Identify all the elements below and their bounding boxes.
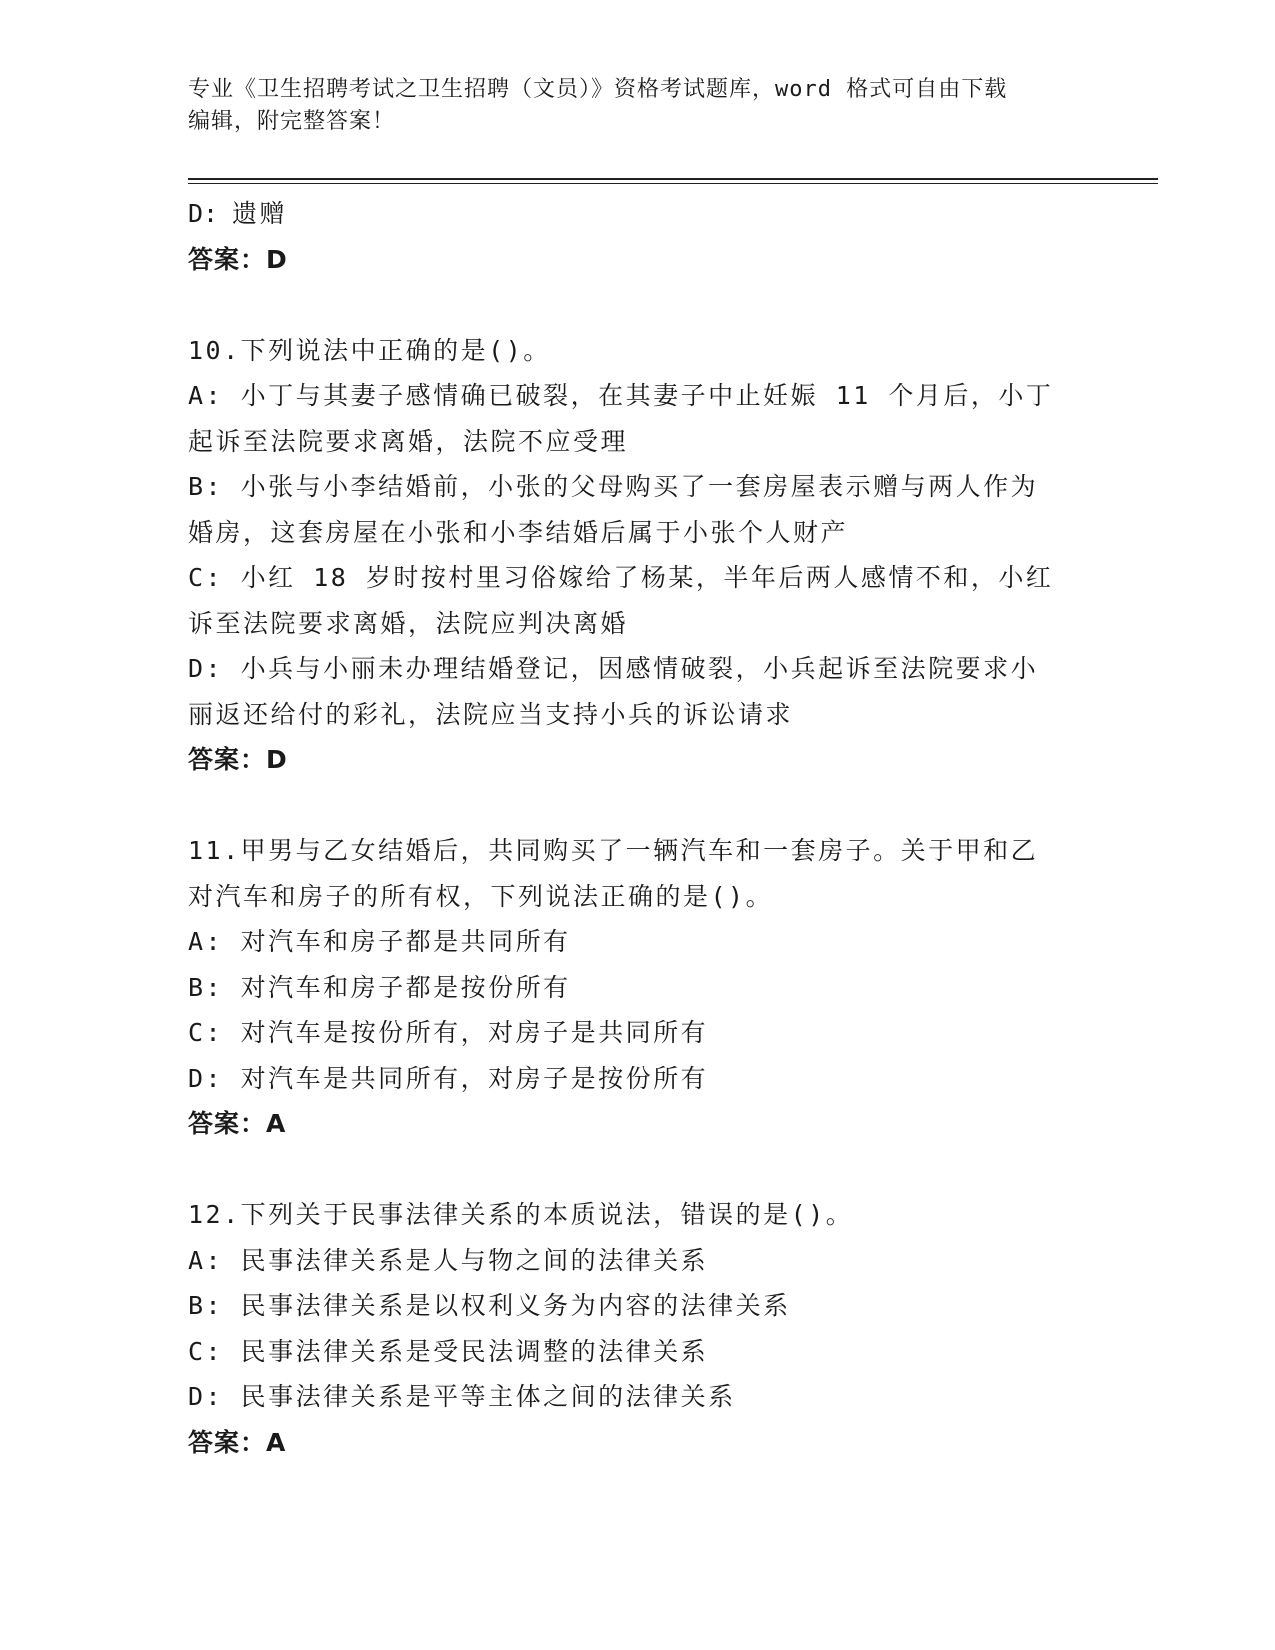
- answer-label: 答案：A: [188, 1427, 287, 1457]
- question-stem: 10.下列说法中正确的是()。: [188, 335, 551, 365]
- option-a: A: 对汽车和房子都是共同所有: [188, 927, 571, 956]
- header-line-2: 编辑，附完整答案！: [188, 109, 396, 134]
- option-d-line-2: 丽返还给付的彩礼，法院应当支持小兵的诉讼请求: [188, 699, 794, 729]
- option-d: [188, 191, 1088, 237]
- option-text: 遗赠: [232, 199, 288, 228]
- answer-label: 答案：A: [188, 1109, 287, 1138]
- question-10: [188, 328, 1088, 783]
- spacer: [188, 783, 1088, 829]
- answer-label: 答案：D: [188, 244, 288, 274]
- option-c: C: 民事法律关系是受民法调整的法律关系: [188, 1336, 709, 1366]
- option-c-line-2: 诉至法院要求离婚，法院应判决离婚: [188, 608, 629, 638]
- option-a-line-1: A: 小丁与其妻子感情确已破裂，在其妻子中止妊娠 11 个月后，小丁: [188, 381, 1054, 410]
- answer-label: 答案：D: [188, 745, 288, 774]
- option-b: B: 对汽车和房子都是按份所有: [188, 972, 571, 1002]
- question-12: [188, 1192, 1088, 1465]
- option-a: A: 民事法律关系是人与物之间的法律关系: [188, 1245, 709, 1275]
- option-d: D: 对汽车是共同所有，对房子是按份所有: [188, 1063, 709, 1093]
- question-stem-line-2: 对汽车和房子的所有权，下列说法正确的是()。: [188, 881, 774, 911]
- option-c: C: 对汽车是按份所有，对房子是共同所有: [188, 1018, 709, 1047]
- header-divider-thick: [188, 178, 1158, 180]
- option-b-line-2: 婚房，这套房屋在小张和小李结婚后属于小张个人财产: [188, 517, 849, 547]
- previous-question-tail: [188, 191, 1088, 282]
- option-b: B: 民事法律关系是以权利义务为内容的法律关系: [188, 1291, 791, 1320]
- option-b-line-1: B: 小张与小李结婚前，小张的父母购买了一套房屋表示赠与两人作为: [188, 472, 1039, 501]
- document-header: [188, 74, 1068, 138]
- option-d-line-1: D: 小兵与小丽未办理结婚登记，因感情破裂，小兵起诉至法院要求小: [188, 654, 1039, 683]
- option-c-line-1: C: 小红 18 岁时按村里习俗嫁给了杨某，半年后两人感情不和，小红: [188, 563, 1054, 592]
- option-a-line-2: 起诉至法院要求离婚，法院不应受理: [188, 426, 629, 456]
- question-content: [188, 191, 1088, 1465]
- header-line-1: 专业《卫生招聘考试之卫生招聘（文员）》资格考试题库，word 格式可自由下载: [188, 77, 1008, 102]
- spacer: [188, 1147, 1088, 1193]
- header-divider-thin: [188, 183, 1158, 184]
- spacer: [188, 282, 1088, 328]
- question-11: [188, 828, 1088, 1147]
- question-stem-line-1: 11.甲男与乙女结婚后，共同购买了一辆汽车和一套房子。关于甲和乙: [188, 836, 1039, 865]
- question-stem: 12.下列关于民事法律关系的本质说法，错误的是()。: [188, 1200, 854, 1229]
- option-letter: D:: [188, 199, 219, 228]
- option-d: D: 民事法律关系是平等主体之间的法律关系: [188, 1382, 736, 1411]
